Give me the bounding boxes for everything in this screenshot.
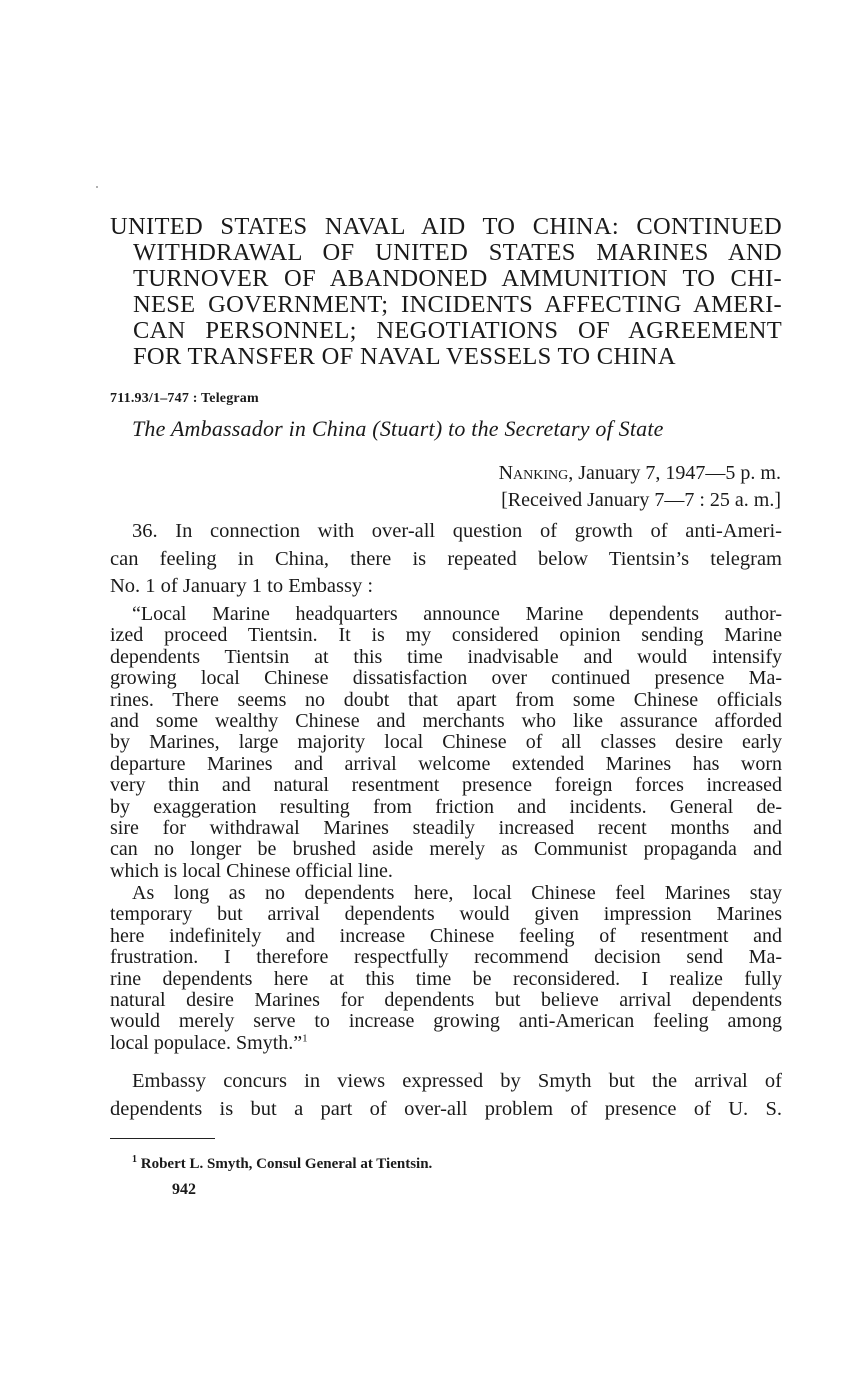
section-heading xyxy=(110,214,782,370)
heading-line: CAN PERSONNEL; NEGOTIATIONS OF AGREEMENT xyxy=(133,317,782,344)
quote-line: frustration. I therefore respectfully recommend decision send Ma- xyxy=(110,946,782,969)
heading-line: NESE GOVERNMENT; INCIDENTS AFFECTING AMERI- xyxy=(133,291,782,318)
heading-line: FOR TRANSFER OF NAVAL VESSELS TO CHINA xyxy=(133,343,676,370)
quote-line: growing local Chinese dissatisfaction over continued presence Ma- xyxy=(110,667,782,690)
heading-line: WITHDRAWAL OF UNITED STATES MARINES AND xyxy=(133,239,782,266)
quote-line: temporary but arrival dependents would given impression Marines xyxy=(110,903,782,926)
heading-line: TURNOVER OF ABANDONED AMMUNITION TO CHI- xyxy=(133,265,782,292)
quote-line: As long as no dependents here, local Chinese feel Marines stay xyxy=(132,882,782,904)
address-line xyxy=(132,416,782,442)
quote-line: can no longer be brushed aside merely as Communist propaganda and xyxy=(110,838,782,861)
dateline-received: [Received January 7—7 : 25 a. m.] xyxy=(501,489,781,511)
quote-line: which is local Chinese official line. xyxy=(110,859,393,882)
quote-line: departure Marines and arrival welcome extended Marines has worn xyxy=(110,752,782,775)
intro-paragraph xyxy=(110,518,782,601)
quote-line: dependents Tientsin at this time inadvisable and would intensify xyxy=(110,645,782,668)
quote-line: very thin and natural resentment presence foreign forces increased xyxy=(110,774,782,797)
quote-line: would merely serve to increase growing anti-American feeling among xyxy=(110,1010,782,1033)
quote-line: here indefinitely and increase Chinese feeling of resentment and xyxy=(110,924,782,947)
dateline-sent xyxy=(361,460,781,487)
dateline-date: , January 7, 1947—5 p. m. xyxy=(568,462,781,484)
dateline-place: Nanking xyxy=(498,462,569,484)
quote-line: natural desire Marines for dependents but believe arrival dependents xyxy=(110,989,782,1012)
scan-speck xyxy=(96,186,98,188)
quote-line: by exaggeration resulting from friction and incidents. General de- xyxy=(110,795,782,818)
quote-line: sire for withdrawal Marines steadily increased recent months and xyxy=(110,817,782,840)
paragraph-line: Embassy concurs in views expressed by Smyth but the arrival of xyxy=(132,1070,782,1092)
page-number: 942 xyxy=(172,1181,196,1198)
quote-line: rines. There seems no doubt that apart from some Chinese officials xyxy=(110,688,782,711)
quote-last-line xyxy=(110,1033,782,1054)
closing-paragraph xyxy=(110,1068,782,1123)
address-sender-name: Stuart xyxy=(379,416,435,441)
footnote-rule xyxy=(110,1138,215,1139)
quote-line: ized proceed Tientsin. It is my considered opinion sending Marine xyxy=(110,624,782,647)
footnote xyxy=(132,1154,432,1173)
footnote-marker: 1 xyxy=(302,1032,308,1045)
quote-line: local populace. Smyth.” xyxy=(110,1031,303,1054)
footnote-text: Robert L. Smyth, Consul General at Tientsin. xyxy=(140,1156,433,1172)
address-part-1: The Ambassador in China ( xyxy=(132,416,380,441)
quote-line: and some wealthy Chinese and merchants who like assurance afforded xyxy=(110,710,782,733)
paragraph-line: can feeling in China, there is repeated below Tientsin’s telegram xyxy=(110,547,782,570)
file-reference: 711.93/1–747 : Telegram xyxy=(110,391,259,406)
quoted-telegram-paragraph-2 xyxy=(110,883,782,1054)
dateline xyxy=(361,460,781,514)
footnote-number: 1 xyxy=(132,1154,137,1165)
heading-line: UNITED STATES NAVAL AID TO CHINA: CONTINUED xyxy=(110,213,782,240)
paragraph-line: dependents is but a part of over-all problem of presence of U. S. xyxy=(110,1097,782,1120)
paragraph-line: No. 1 of January 1 to Embassy : xyxy=(110,575,374,597)
quote-line: rine dependents here at this time be reconsidered. I realize fully xyxy=(110,967,782,990)
address-part-2: ) to the Secretary of State xyxy=(434,416,664,441)
quote-line: “Local Marine headquarters announce Marine dependents author- xyxy=(132,603,782,625)
quote-line: by Marines, large majority local Chinese of all classes desire early xyxy=(110,731,782,754)
paragraph-line: 36. In connection with over-all question of growth of anti-Ameri- xyxy=(132,520,782,542)
quoted-telegram-paragraph-1 xyxy=(110,604,782,882)
